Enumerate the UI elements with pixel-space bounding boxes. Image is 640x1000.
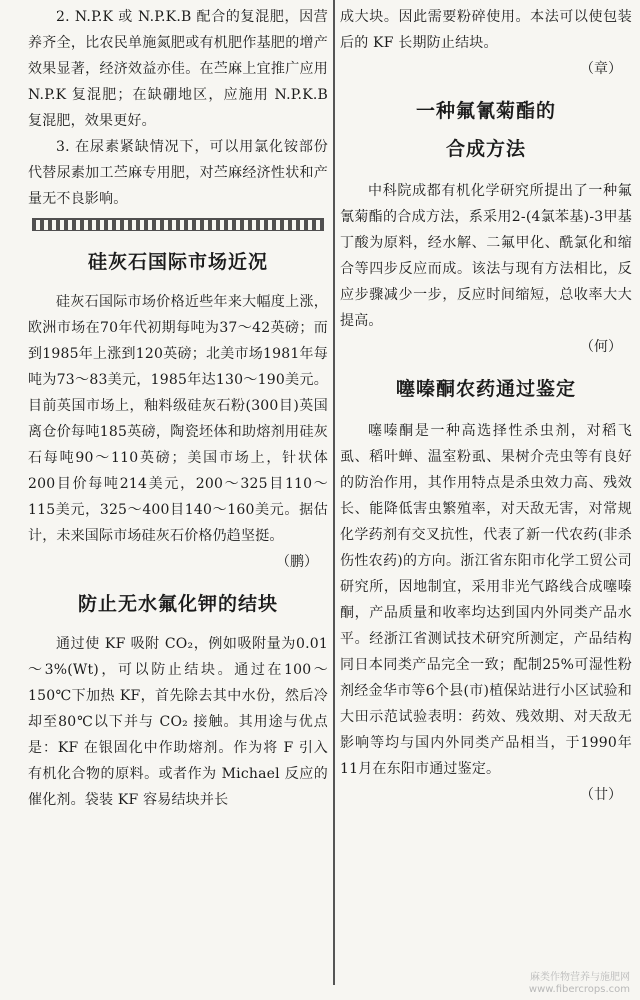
article-signature-wollastonite: （鹏） — [276, 554, 318, 570]
continuation-kf-body: 成大块。因此需要粉碎使用。本法可以使包装后的 KF 长期防止结块。 — [340, 9, 632, 51]
article-title-flucythrinate-line1: 一种氟氰菊酯的 — [415, 100, 556, 122]
article-title-buprofezin: 噻嗪酮农药通过鉴定 — [395, 378, 576, 400]
article-body-wollastonite: 硅灰石国际市场价格近些年来大幅度上涨，欧洲市场在70年代初期每吨为37～42英磅；而到1985年上涨到120英磅；北美市场1981年每吨为73～83美元，1985年达130～190美元。目前英国市场上，釉料级硅灰石粉(300目)英国离仓价每吨185英磅，陶瓷坯体和助熔剂用硅灰石每吨90～110英磅；美国市场上，针状体200目价每吨214美元，200～325目110～115美元，325～400目140～160美元。据估计，未来国际市场硅灰石价格仍趋坚挺。 — [28, 294, 328, 544]
watermark-url: www.fibercrops.com — [528, 984, 630, 995]
right-column — [340, 0, 632, 808]
continuation-kf-signature: （章） — [580, 61, 622, 77]
section-divider-ornament — [32, 218, 324, 231]
column-divider — [333, 0, 335, 985]
site-watermark — [529, 972, 630, 996]
article-body-flucythrinate: 中科院成都有机化学研究所提出了一种氟氰菊酯的合成方法，系采用2-(4氯苯基)-3甲基丁酸为原料，经水解、二氟甲化、酰氯化和缩合等四步反应而成。该法与现有方法相比，反应步骤减少一步，反应时间缩短，总收率大大提高。 — [340, 183, 632, 329]
watermark-site-name: 麻类作物营养与施肥网 — [530, 972, 630, 983]
intro-paragraph-1: 2. N.P.K 或 N.P.K.B 配合的复混肥，因营养齐全，比农民单施氮肥或有机肥作基肥的增产效果显著，经济效益亦佳。在苎麻上宜推广应用 N.P.K 复混肥；在缺硼地区，应施用 N.P.K.B 复混肥，效果更好。 — [28, 9, 328, 129]
article-body-kf-caking: 通过使 KF 吸附 CO₂，例如吸附量为0.01～3%(Wt)，可以防止结块。通过在100～150℃下加热 KF，首先除去其中水份，然后冷却至80℃以下并与 CO₂ 接触。其用途与优点是：KF 在银固化中作助熔剂。作为将 F 引入有机化合物的原料。或者作为 Michael 反应的催化剂。袋装 KF 容易结块并长 — [28, 636, 328, 808]
article-title-flucythrinate-line2: 合成方法 — [445, 138, 526, 160]
intro-paragraph-2: 3. 在尿素紧缺情况下，可以用氯化铵部份代替尿素加工苎麻专用肥，对苎麻经济性状和产量无不良影响。 — [28, 139, 328, 207]
article-title-kf-caking: 防止无水氟化钾的结块 — [77, 593, 278, 615]
article-title-wollastonite: 硅灰石国际市场近况 — [87, 251, 268, 273]
article-signature-flucythrinate: （何） — [580, 339, 622, 355]
article-signature-buprofezin: （廿） — [580, 787, 622, 803]
article-body-buprofezin: 噻嗪酮是一种高选择性杀虫剂，对稻飞虱、稻叶蝉、温室粉虱、果树介壳虫等有良好的防治作用，其作用特点是杀虫效力高、残效长、能降低害虫繁殖率，对天敌无害，对常规化学药剂有交叉抗性，代表了新一代农药(非杀伤性农药)的方向。浙江省东阳市化学工贸公司研究所，因地制宜，采用非光气路线合成噻嗪酮，产品质量和收率均达到国内外同类产品水平。经浙江省测试技术研究所测定，产品结构同日本同类产品完全一致；配制25%可湿性粉剂经金华市等6个县(市)植保站进行小区试验和大田示范试验表明：药效、残效期、对天敌无影响等均与国内外同类产品相当，于1990年11月在东阳市通过鉴定。 — [340, 423, 632, 777]
left-column — [28, 0, 328, 813]
